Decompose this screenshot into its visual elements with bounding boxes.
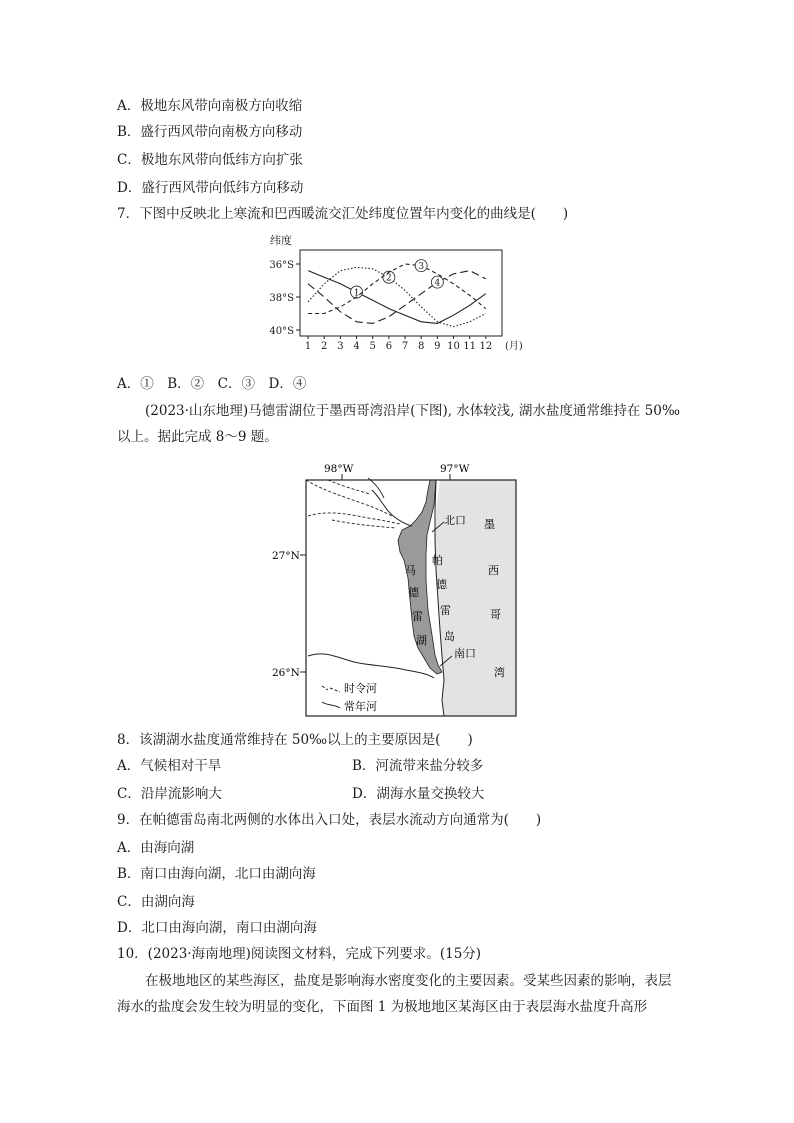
chart-x-tick-label: 5 — [369, 341, 376, 352]
chart-plot-frame — [300, 250, 502, 336]
chart-x-tick-label: 9 — [434, 341, 441, 352]
chart-series-label-2: 2 — [386, 273, 392, 284]
seasonal-river-2 — [308, 513, 400, 524]
madre-lake-map — [272, 460, 532, 720]
q6-option-a: A．极地东风带向南极方向收缩 — [117, 98, 303, 114]
lake-char-1: 马 — [405, 564, 416, 577]
chart-x-unit-label: (月) — [505, 341, 523, 352]
chart-series-label-3: 3 — [418, 262, 425, 273]
chart-x-tick-label: 10 — [447, 341, 460, 352]
seasonal-river-4 — [332, 520, 396, 528]
gulf-char-1: 墨 — [484, 518, 495, 531]
legend-perennial-label: 常年河 — [344, 700, 377, 713]
legend-seasonal-icon — [322, 686, 340, 692]
island-char-1: 帕 — [432, 554, 443, 567]
chart-y-label: 纬度 — [270, 234, 292, 247]
lon-97w-label: 97°W — [440, 463, 470, 475]
lake-char-3: 雷 — [412, 610, 423, 623]
chart-y-tick-label: 40°S — [269, 326, 294, 337]
gulf-char-2: 西 — [488, 564, 499, 577]
legend-perennial-icon — [322, 702, 340, 708]
lat-26n-label: 26°N — [272, 667, 300, 679]
gulf-char-3: 哥 — [490, 608, 501, 621]
chart-series-label-4: 4 — [434, 278, 441, 289]
chart-x-tick-label: 1 — [304, 341, 312, 352]
south-inlet-label: 南口 — [454, 647, 476, 660]
q8-option-a: A．气候相对干旱 — [117, 758, 222, 774]
seasonal-river-3 — [328, 480, 370, 494]
latitude-chart — [262, 228, 532, 368]
lake-char-2: 德 — [408, 586, 419, 599]
q6-option-b: B．盛行西风带向南极方向移动 — [117, 124, 303, 140]
chart-x-tick-label: 12 — [479, 341, 493, 352]
q10-stem: 10．(2023·海南地理)阅读图文材料，完成下列要求。(15分) — [117, 946, 482, 962]
q8-option-d: D．湖海水量交换较大 — [352, 786, 485, 802]
q10-paragraph: 在极地地区的某些海区，盐度是影响海水密度变化的主要因素。受某些因素的影响，表层海水的盐度会发生较为明显的变化，下面图 1 为极地地区某海区由于表层海水盐度升高形 — [117, 973, 672, 1015]
chart-series-label-1: 1 — [353, 288, 360, 299]
island-char-3: 雷 — [440, 604, 451, 617]
q9-option-b: B．南口由海向湖，北口由湖向海 — [117, 866, 316, 882]
q6-option-c: C．极地东风带向低纬方向扩张 — [117, 152, 303, 168]
gulf-char-4: 湾 — [494, 666, 505, 679]
q9-option-a: A．由海向湖 — [117, 840, 195, 856]
chart-x-tick-label: 2 — [321, 341, 328, 352]
q7-options: A．① B．② C．③ D．④ — [117, 376, 307, 392]
chart-x-tick-label: 7 — [401, 341, 409, 352]
intro-paragraph: (2023·山东地理)马德雷湖位于墨西哥湾沿岸(下图), 水体较浅, 湖水盐度通常维持在 50‰以上。据此完成 8～9 题。 — [117, 403, 680, 445]
perennial-river-north — [372, 490, 412, 526]
southern-river — [308, 654, 434, 678]
q8-option-c: C．沿岸流影响大 — [117, 786, 222, 802]
lake-char-4: 湖 — [416, 634, 427, 647]
q8-stem: 8．该湖湖水盐度通常维持在 50‰以上的主要原因是( ) — [117, 732, 473, 748]
chart-x-tick-label: 11 — [463, 341, 477, 352]
chart-x-tick-label: 3 — [337, 341, 344, 352]
chart-x-tick-label: 8 — [418, 341, 425, 352]
chart-x-tick-label: 6 — [385, 341, 393, 352]
north-inlet-label: 北口 — [444, 514, 466, 527]
q8-option-b: B．河流带来盐分较多 — [352, 758, 484, 774]
q9-option-d: D．北口由海向湖，南口由湖向海 — [117, 920, 317, 936]
island-char-4: 岛 — [444, 630, 455, 643]
chart-y-tick-label: 38°S — [269, 293, 294, 304]
q7-stem: 7．下图中反映北上寒流和巴西暖流交汇处纬度位置年内变化的曲线是( ) — [117, 206, 569, 222]
chart-series-line-2 — [308, 267, 486, 326]
island-char-2: 德 — [436, 578, 447, 591]
q9-option-c: C．由湖向海 — [117, 894, 195, 910]
legend-seasonal-label: 时令河 — [344, 682, 377, 695]
chart-x-tick-label: 4 — [353, 341, 360, 352]
chart-series-line-1 — [308, 271, 486, 324]
chart-series-line-4 — [308, 271, 486, 324]
chart-series-line-3 — [308, 264, 486, 314]
lon-98w-label: 98°W — [324, 463, 354, 475]
q6-option-d: D．盛行西风带向低纬方向移动 — [117, 180, 304, 196]
lat-27n-label: 27°N — [272, 550, 300, 562]
q9-stem: 9．在帕德雷岛南北两侧的水体出入口处，表层水流动方向通常为( ) — [117, 812, 542, 828]
chart-y-tick-label: 36°S — [269, 260, 294, 271]
